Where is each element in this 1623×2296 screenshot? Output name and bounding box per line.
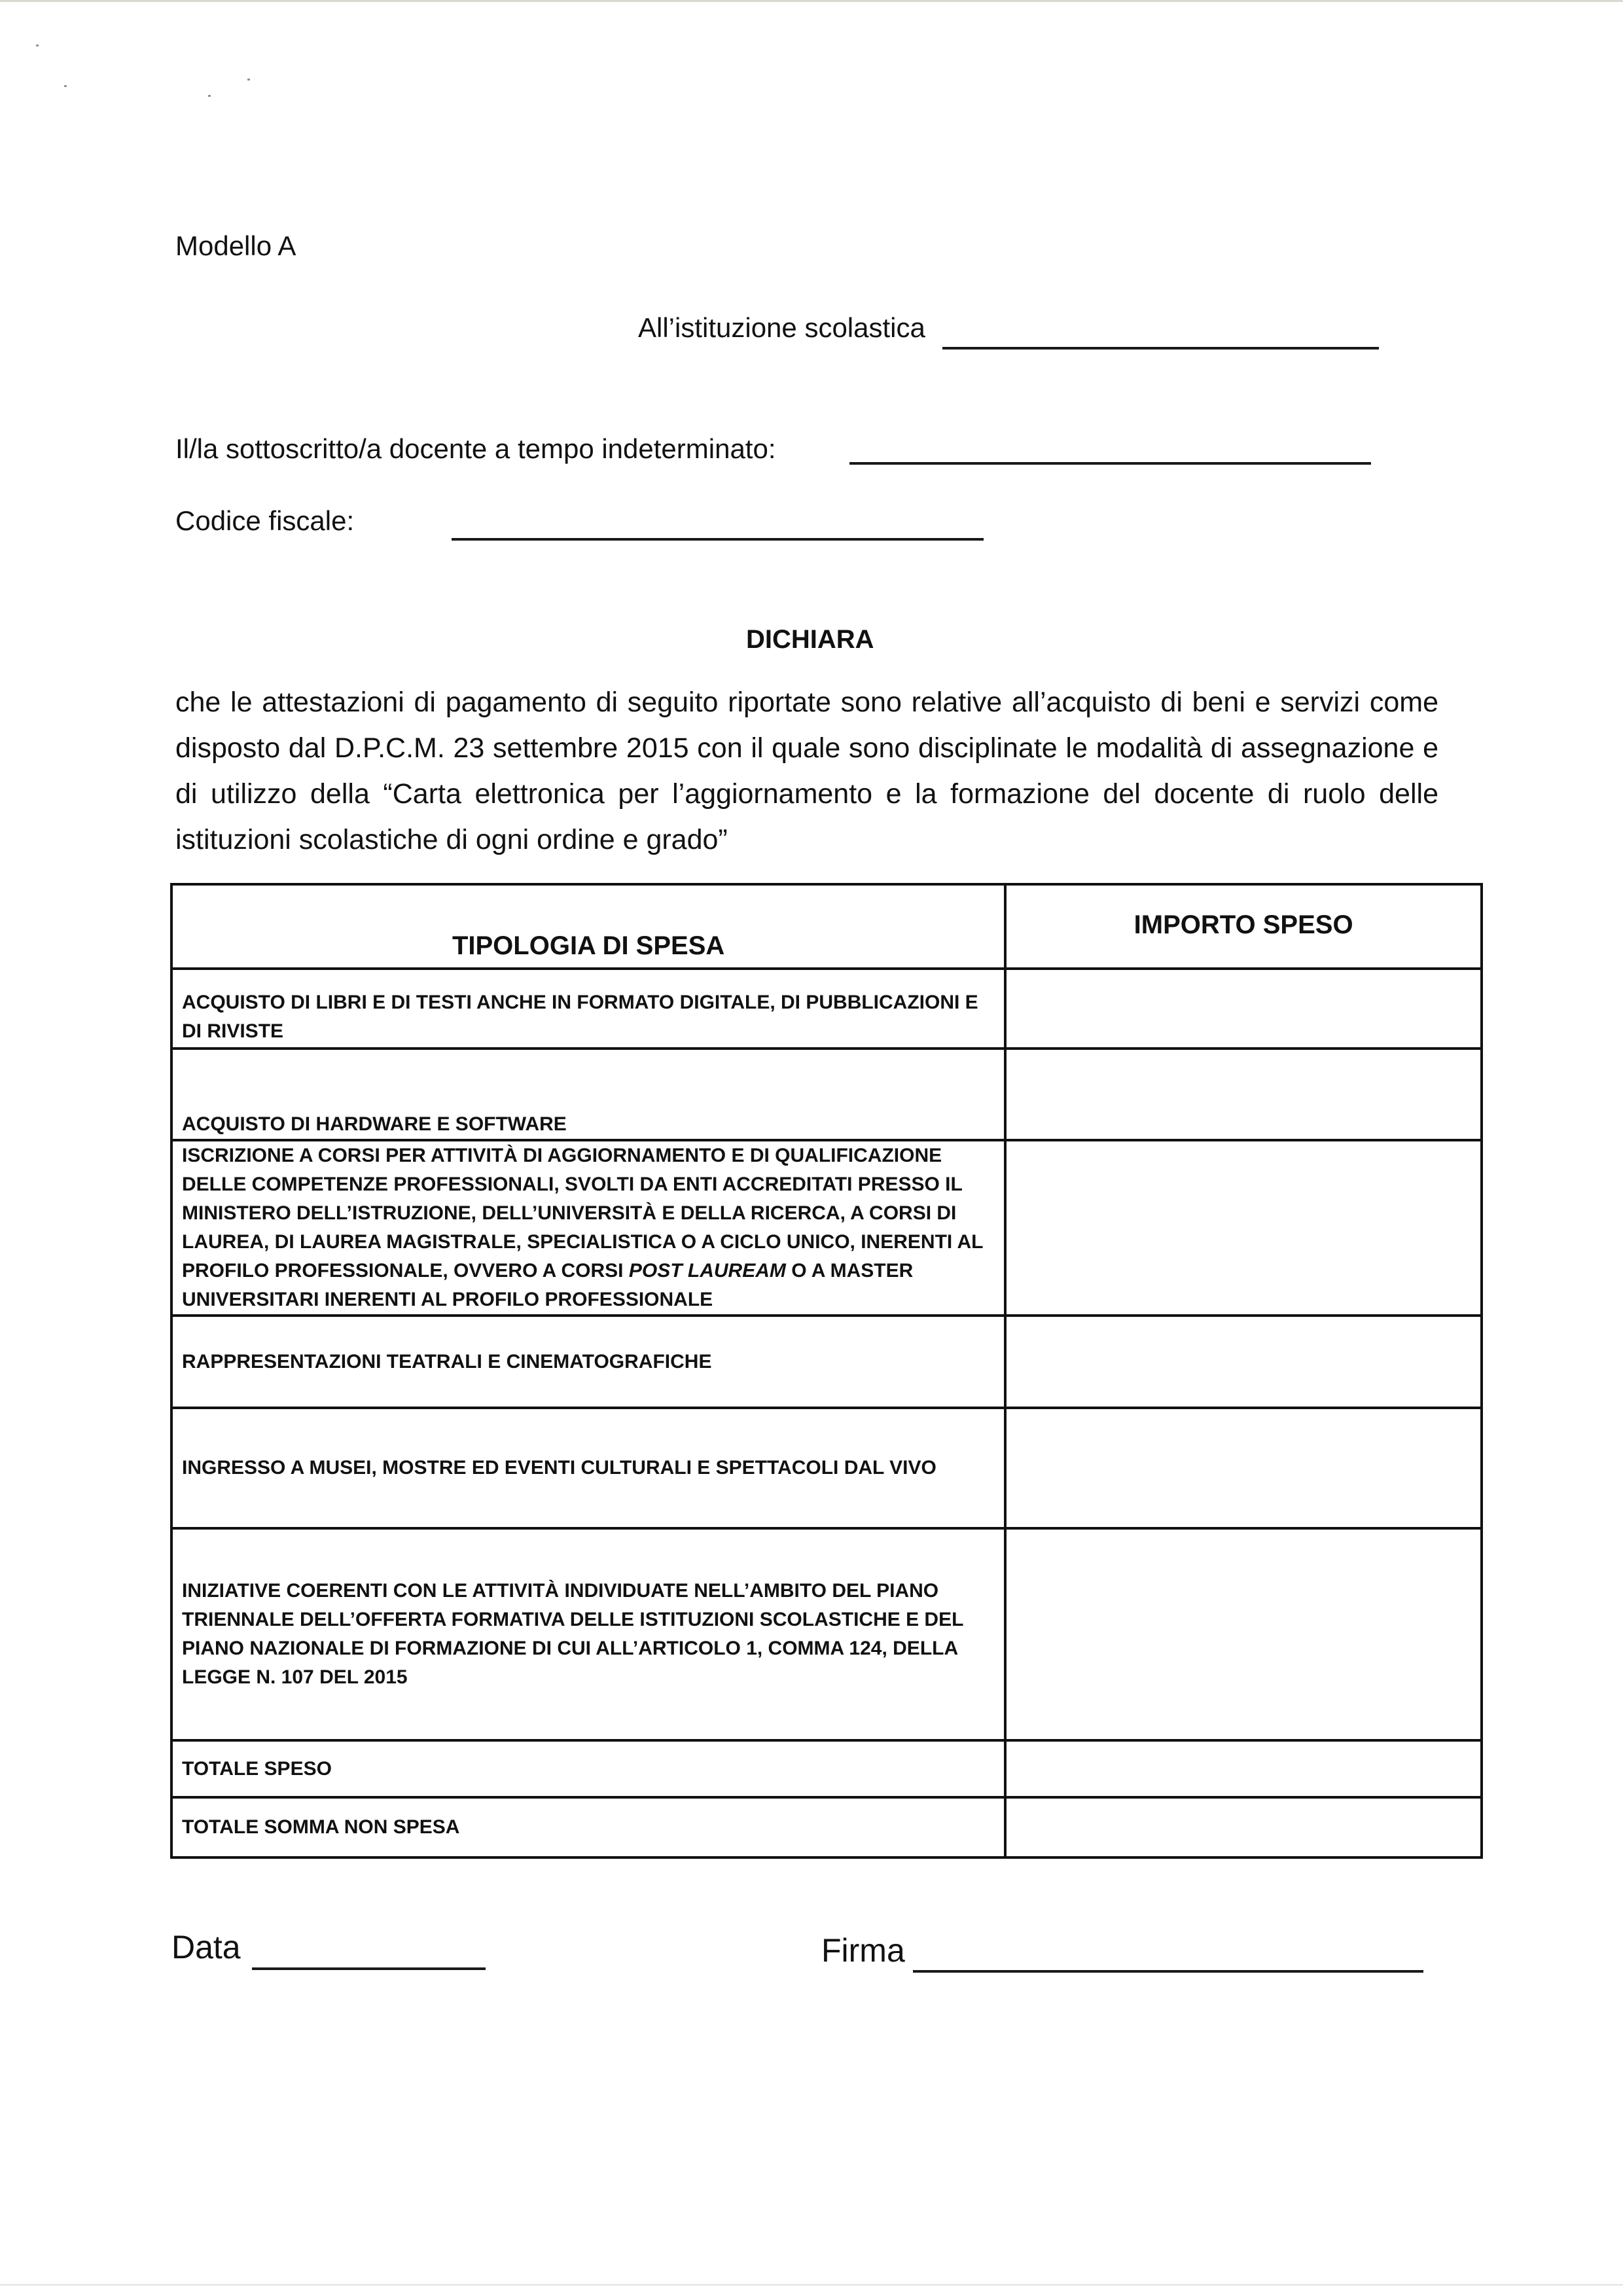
- expense-type-museums: INGRESSO A MUSEI, MOSTRE ED EVENTI CULTURALI E SPETTACOLI DAL VIVO: [171, 1408, 1005, 1528]
- signature-field[interactable]: [913, 1970, 1423, 1973]
- declaration-title: DICHIARA: [746, 625, 874, 654]
- total-spent-label: TOTALE SPESO: [171, 1740, 1005, 1797]
- expense-table: [170, 883, 1483, 1859]
- table-row: [171, 1408, 1482, 1528]
- declaration-body: che le attestazioni di pagamento di seguito riportate sono relative all’acquisto di beni e servizi come disposto dal D.P.C.M. 23 settembre 2015 con il quale sono disciplinate le modalità di assegnazione e di utilizzo della “Carta elettronica per l’aggiornamento e la formazione del docente di ruolo delle istituzioni scolastiche di ogni ordine e grado”: [175, 687, 1438, 855]
- table-row: [171, 1528, 1482, 1740]
- date-field[interactable]: [252, 1967, 486, 1970]
- expense-type-initiatives: INIZIATIVE COERENTI CON LE ATTIVITÀ INDIVIDUATE NELL’AMBITO DEL PIANO TRIENNALE DELL’OFFERTA FORMATIVA DELLE ISTITUZIONI SCOLASTICHE E DEL PIANO NAZIONALE DI FORMAZIONE DI CUI ALL’ARTICOLO 1, COMMA 124, DELLA LEGGE N. 107 DEL 2015: [171, 1528, 1005, 1740]
- amount-cell-courses[interactable]: [1005, 1140, 1482, 1316]
- courses-text-italic: POST LAUREAM: [628, 1260, 786, 1282]
- table-row-total-unspent: [171, 1797, 1482, 1857]
- teacher-name-field[interactable]: [849, 462, 1371, 465]
- expense-type-books: ACQUISTO DI LIBRI E DI TESTI ANCHE IN FORMATO DIGITALE, DI PUBBLICAZIONI E DI RIVISTE: [171, 969, 1005, 1049]
- total-unspent-cell[interactable]: [1005, 1797, 1482, 1857]
- table-row: [171, 1049, 1482, 1140]
- tax-code-label: Codice fiscale:: [175, 505, 355, 536]
- courses-text-part1: ISCRIZIONE A CORSI PER ATTIVITÀ DI AGGIORNAMENTO E DI QUALIFICAZIONE DELLE COMPETENZE PROFESSIONALI, SVOLTI DA ENTI ACCREDITATI PRESSO IL MINISTERO DELL’ISTRUZIONE, DELL’UNIVERSITÀ E DELLA RICERCA, A CORSI DI LAUREA, DI LAUREA MAGISTRALE, SPECIALISTICA O A CICLO UNICO, INERENTI AL PROFILO PROFESSIONALE, OVVERO A CORSI: [182, 1145, 983, 1282]
- amount-cell-hardware[interactable]: [1005, 1049, 1482, 1140]
- amount-cell-initiatives[interactable]: [1005, 1528, 1482, 1740]
- recipient-label: All’istituzione scolastica: [638, 312, 925, 343]
- expense-type-courses: [171, 1140, 1005, 1316]
- recipient-field[interactable]: [942, 347, 1379, 350]
- table-row: [171, 1140, 1482, 1316]
- total-unspent-label: TOTALE SOMMA NON SPESA: [171, 1797, 1005, 1857]
- table-row: [171, 969, 1482, 1049]
- column-header-type: TIPOLOGIA DI SPESA: [171, 884, 1005, 969]
- tax-code-field[interactable]: [452, 538, 984, 541]
- courses-text-part2: O A MASTER UNIVERSITARI INERENTI AL PROFILO PROFESSIONALE: [182, 1260, 914, 1310]
- expense-type-hardware: ACQUISTO DI HARDWARE E SOFTWARE: [171, 1049, 1005, 1140]
- signature-label: Firma: [821, 1932, 905, 1969]
- table-row-total-spent: [171, 1740, 1482, 1797]
- amount-cell-books[interactable]: [1005, 969, 1482, 1049]
- expense-type-theatre: RAPPRESENTAZIONI TEATRALI E CINEMATOGRAFICHE: [171, 1316, 1005, 1408]
- amount-cell-theatre[interactable]: [1005, 1316, 1482, 1408]
- column-header-amount: IMPORTO SPESO: [1005, 884, 1482, 969]
- scan-edge-top: [0, 0, 1623, 2]
- scan-speck: [64, 85, 67, 87]
- scan-speck: [36, 45, 39, 46]
- date-label: Data: [171, 1929, 241, 1965]
- amount-cell-museums[interactable]: [1005, 1408, 1482, 1528]
- table-header-row: [171, 884, 1482, 969]
- scan-speck: [208, 95, 211, 97]
- table-row: [171, 1316, 1482, 1408]
- teacher-label: Il/la sottoscritto/a docente a tempo indeterminato:: [175, 433, 776, 464]
- model-label: Modello A: [175, 230, 296, 261]
- scan-edge-bottom: [0, 2284, 1623, 2286]
- total-spent-cell[interactable]: [1005, 1740, 1482, 1797]
- scan-speck: [247, 79, 250, 81]
